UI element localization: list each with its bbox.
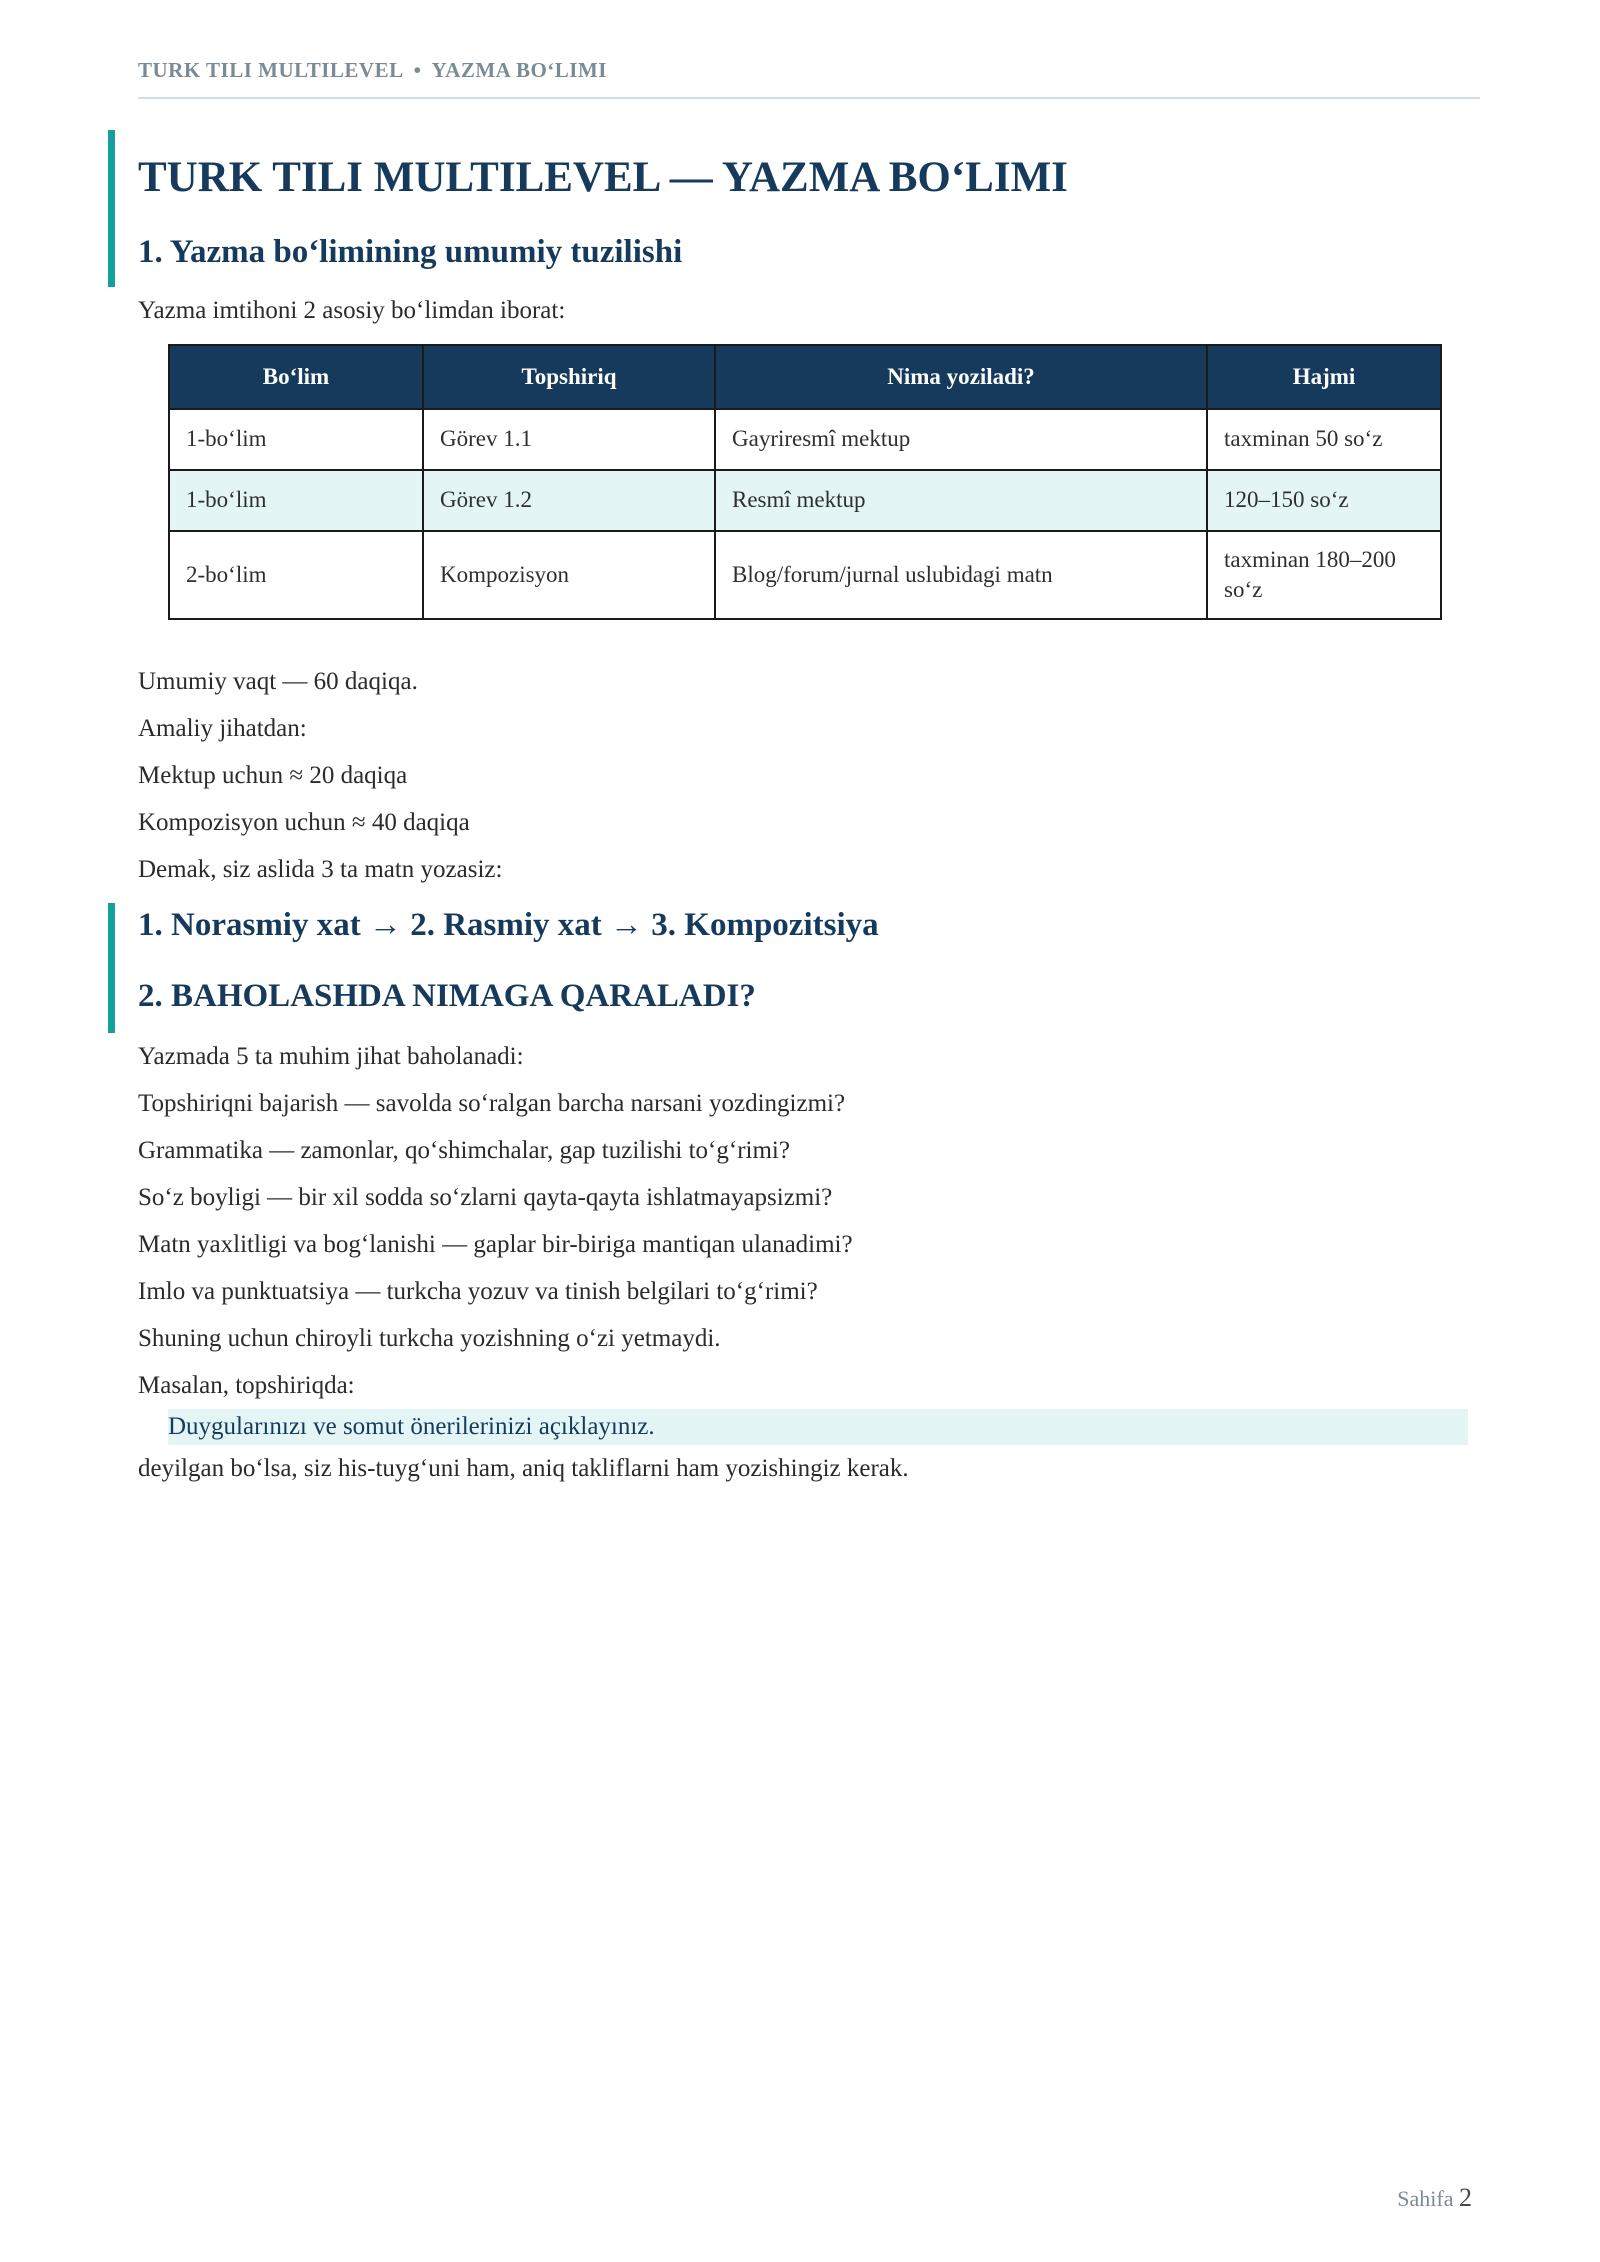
paragraph-line: Matn yaxlitligi va bog‘lanishi — gaplar bir-biriga mantiqan ulanadimi? — [138, 1231, 853, 1259]
footer-label: Sahifa — [1397, 2186, 1454, 2211]
section-2-text — [138, 1033, 1468, 1492]
paragraph-line: Shuning uchun chiroyli turkcha yozishning o‘zi yetmaydi. — [138, 1325, 721, 1353]
table-cell: Blog/forum/jurnal uslubidagi matn — [715, 531, 1207, 619]
running-header-separator: • — [413, 58, 422, 82]
table-row — [169, 531, 1441, 619]
sections-table — [168, 344, 1442, 620]
flow-heading: 1. Norasmiy xat → 2. Rasmiy xat → 3. Kompozitsiya — [138, 906, 879, 943]
paragraph-line: Mektup uchun ≈ 20 daqiqa — [138, 761, 408, 789]
table-cell: 120–150 so‘z — [1207, 470, 1441, 531]
page-number: 2 — [1459, 2183, 1472, 2212]
running-header-right: YAZMA BO‘LIMI — [431, 58, 607, 82]
table-row — [169, 409, 1441, 470]
table-cell: Gayriresmî mektup — [715, 409, 1207, 470]
section-2-heading: 2. BAHOLASHDA NIMAGA QARALADI? — [138, 978, 756, 1015]
title-block — [138, 130, 1468, 287]
running-header-left: TURK TILI MULTILEVEL — [138, 58, 404, 82]
table-cell: 2-bo‘lim — [169, 531, 423, 619]
paragraph-line: Masalan, topshiriqda: — [138, 1372, 355, 1400]
page-content — [138, 130, 1468, 1492]
paragraph-line: Imlo va punktuatsiya — turkcha yozuv va tinish belgilari to‘g‘rimi? — [138, 1278, 818, 1306]
paragraph-line: Demak, siz aslida 3 ta matn yozasiz: — [138, 855, 503, 883]
table-cell: Kompozisyon — [423, 531, 715, 619]
table-header-cell: Bo‘lim — [169, 345, 423, 409]
paragraph-line: Topshiriqni bajarish — savolda so‘ralgan barcha narsani yozdingizmi? — [138, 1090, 846, 1118]
table-cell: taxminan 50 so‘z — [1207, 409, 1441, 470]
table-header-row — [169, 345, 1441, 409]
section-1-text — [138, 658, 1468, 893]
task-quote: Duygularınızı ve somut önerilerinizi açıklayınız. — [168, 1409, 1468, 1445]
page-title: TURK TILI MULTILEVEL — YAZMA BO‘LIMI — [138, 154, 1068, 201]
section-1-heading: 1. Yazma bo‘limining umumiy tuzilishi — [138, 233, 683, 270]
table-header-cell: Nima yoziladi? — [715, 345, 1207, 409]
table-cell: 1-bo‘lim — [169, 470, 423, 531]
table-row — [169, 470, 1441, 531]
table-header-cell: Topshiriq — [423, 345, 715, 409]
section-1-intro: Yazma imtihoni 2 asosiy bo‘limdan iborat: — [138, 296, 566, 324]
paragraph-line: Umumiy vaqt — 60 daqiqa. — [138, 667, 418, 695]
table-cell: Görev 1.2 — [423, 470, 715, 531]
table-header-cell: Hajmi — [1207, 345, 1441, 409]
paragraph-line: Kompozisyon uchun ≈ 40 daqiqa — [138, 808, 470, 836]
paragraph-line: Yazmada 5 ta muhim jihat baholanadi: — [138, 1043, 524, 1071]
section-2-heading-block — [138, 903, 1468, 1034]
table-cell: 1-bo‘lim — [169, 409, 423, 470]
paragraph-line: Grammatika — zamonlar, qo‘shimchalar, gap tuzilishi to‘g‘rimi? — [138, 1137, 790, 1165]
page-footer — [1397, 2183, 1472, 2213]
table-cell: Görev 1.1 — [423, 409, 715, 470]
paragraph-line: So‘z boyligi — bir xil sodda so‘zlarni qayta-qayta ishlatmayapsizmi? — [138, 1184, 833, 1212]
paragraph-line: Amaliy jihatdan: — [138, 714, 307, 742]
running-header — [138, 58, 1480, 99]
closing-line: deyilgan bo‘lsa, siz his-tuyg‘uni ham, aniq takliflarni ham yozishingiz kerak. — [138, 1455, 909, 1483]
table-cell: taxminan 180–200 so‘z — [1207, 531, 1441, 619]
table-cell: Resmî mektup — [715, 470, 1207, 531]
